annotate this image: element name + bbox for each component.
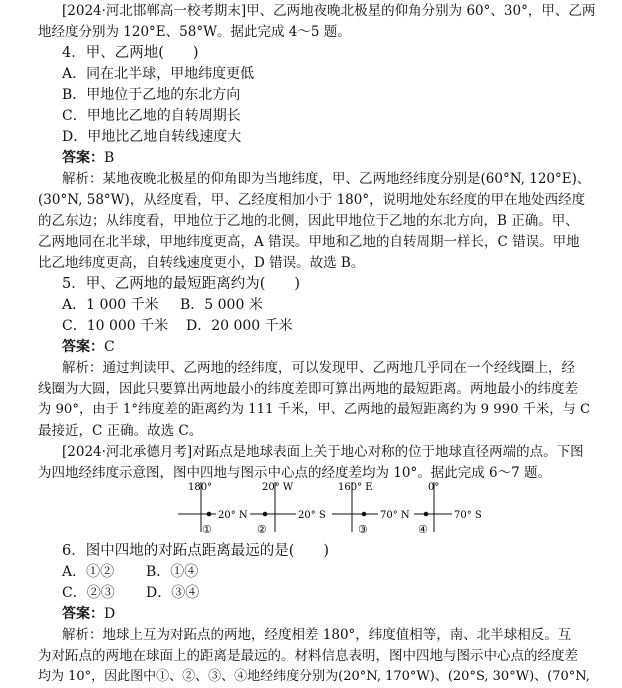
intro-2-line-2: 为四地经纬度示意图，图中四地与图示中心点的经度差均为 10°。据此完成 6～7 题。 xyxy=(38,465,551,481)
q4-answer xyxy=(62,147,114,169)
q6-analysis-line-2: 为对跖点的两地在球面上的距离是最远的。材料信息表明，图中四地与图示中心点的经度差 xyxy=(38,648,578,664)
q6-option-c: C．②③ xyxy=(62,585,115,601)
q4-answer-label: 答案： xyxy=(62,150,104,166)
panel-3-point xyxy=(362,512,367,517)
q6-analysis-line-1: 解析：地球上互为对跖点的两地，经度相差 180°，纬度值相等，南、北半球相反。互 xyxy=(62,627,572,643)
q4-option-c: C．甲地比乙地的自转周期长 xyxy=(62,108,241,124)
panel-3-meridian-label: 160° E xyxy=(338,482,373,493)
q4-analysis-line-1: 解析：某地夜晚北极星的仰角即为当地纬度，甲、乙两地经纬度分别是(60°N, 120°E)、 xyxy=(62,171,591,187)
q4-analysis-line-2: (30°N, 58°W)，从经度看，甲、乙经度相加小于 180°，说明地处东经度的甲在地处西经度 xyxy=(38,192,586,208)
q6-answer-label: 答案： xyxy=(62,606,104,622)
q4-stem: 4．甲、乙两地( ) xyxy=(62,45,199,61)
latlong-figure xyxy=(178,478,488,540)
q5-option-b: B．5 000 米 xyxy=(180,297,263,313)
panel-2-point xyxy=(263,512,268,517)
q5-option-d: D．20 000 千米 xyxy=(186,318,293,334)
q6-answer xyxy=(62,603,115,625)
q5-option-c: C．10 000 千米 xyxy=(62,318,169,334)
panel-4-meridian-label: 0° xyxy=(428,482,440,493)
intro-1-line-1: [2024·河北邯郸高一校考期末]甲、乙两地夜晚北极星的仰角分别为 60°、30°，甲、乙两 xyxy=(62,3,596,19)
q4-answer-value: B xyxy=(104,150,115,166)
q5-answer-value: C xyxy=(104,339,115,355)
panel-1-number: ① xyxy=(202,523,212,536)
q6-option-a: A．①② xyxy=(62,564,115,580)
q5-stem: 5．甲、乙两地的最短距离约为( ) xyxy=(62,276,301,292)
panel-2-number: ② xyxy=(257,523,267,536)
q5-answer xyxy=(62,336,115,358)
q6-option-d: D．③④ xyxy=(146,585,200,601)
q5-analysis-line-1: 解析：通过判读甲、乙两地的经纬度，可以发现甲、乙两地几乎同在一个经线圈上，经 xyxy=(62,360,575,376)
intro-2-line-1: [2024·河北承德月考]对跖点是地球表面上关于地心对称的位于地球直径两端的点。下图 xyxy=(62,444,584,460)
q5-analysis-line-3: 为 90°，由于 1°纬度差的距离约为 111 千米，甲、乙两地的最短距离约为 9 990 千米，与 C xyxy=(38,402,591,417)
panel-3 xyxy=(332,482,410,536)
q5-answer-label: 答案： xyxy=(62,339,104,355)
panel-1 xyxy=(178,482,248,536)
panel-4 xyxy=(414,482,482,536)
q6-analysis-line-3: 均为 10°，因此图中①、②、③、④地经纬度分别为(20°N, 170°W)、(20°S, 30°W)、(70°N, xyxy=(38,669,590,684)
panel-2 xyxy=(250,482,326,536)
panel-1-parallel-label: 20° N xyxy=(218,510,248,521)
q5-option-a: A．1 000 千米 xyxy=(62,297,159,313)
panel-1-meridian-label: 180° xyxy=(188,482,213,493)
q5-analysis-line-4: 最接近，C 正确。故选 C。 xyxy=(38,423,203,439)
panel-4-parallel-label: 70° S xyxy=(454,510,482,521)
panel-4-number: ④ xyxy=(418,523,428,536)
panel-3-number: ③ xyxy=(358,523,368,536)
q4-option-a: A．同在北半球，甲地纬度更低 xyxy=(62,66,255,82)
q4-analysis-line-3: 的乙东边；从纬度看，甲地位于乙地的北侧，因此甲地位于乙地的东北方向，B 正确。甲、 xyxy=(38,213,579,229)
panel-1-point xyxy=(207,512,212,517)
q6-answer-value: D xyxy=(104,606,116,622)
q4-analysis-line-4: 乙两地同在北半球，甲地纬度更高，A 错误。甲地和乙地的自转周期一样长，C 错误。甲地 xyxy=(38,234,580,250)
q5-analysis-line-2: 线圈为大圆，因此只要算出两地最小的纬度差即可算出两地的最短距离。两地最小的纬度差 xyxy=(38,381,578,397)
intro-1-line-2: 地经度分别为 120°E、58°W。据此完成 4～5 题。 xyxy=(38,24,351,40)
panel-4-point xyxy=(424,512,429,517)
panel-3-parallel-label: 70° N xyxy=(380,510,410,521)
q4-analysis-line-5: 比乙地纬度更高，自转线速度更小，D 错误。故选 B。 xyxy=(38,255,365,271)
panel-2-parallel-label: 20° S xyxy=(298,510,326,521)
q4-option-d: D．甲地比乙地自转线速度大 xyxy=(62,129,242,145)
panel-2-meridian-label: 20° W xyxy=(262,482,294,493)
q6-stem: 6．图中四地的对跖点距离最远的是( ) xyxy=(62,543,330,559)
q4-option-b: B．甲地位于乙地的东北方向 xyxy=(62,87,241,103)
q6-option-b: B．①④ xyxy=(146,564,199,580)
